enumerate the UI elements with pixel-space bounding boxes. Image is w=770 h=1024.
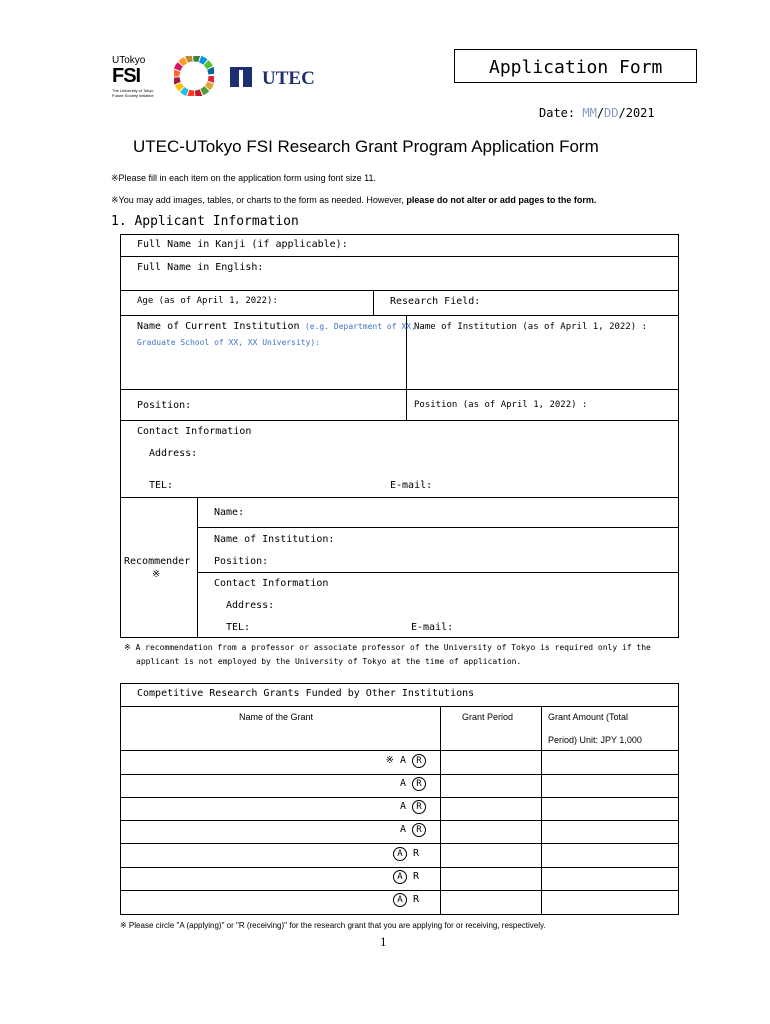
applicant-address-field[interactable]: Address: <box>149 448 198 459</box>
date-line: Date: MM/DD/2021 <box>539 106 655 120</box>
recommender-name-field[interactable]: Name: <box>214 507 245 518</box>
grant-option-receiving[interactable]: R <box>413 848 420 859</box>
utec-logo-mark-icon <box>230 67 256 89</box>
utokyo-fsi-logo <box>112 55 162 101</box>
grants-col-amount-2: Period) Unit: JPY 1,000 <box>548 735 642 745</box>
grant-row-2-status[interactable] <box>400 777 426 791</box>
grant-option-receiving-circled[interactable]: R <box>412 800 426 814</box>
recommender-footnote-1: ※ A recommendation from a professor or associate professor of the University of Tokyo is required only if the <box>124 643 651 652</box>
current-institution-example-1: (e.g. Department of XX, <box>304 322 416 331</box>
date-label: Date: <box>539 106 576 120</box>
form-title-box <box>454 49 697 83</box>
grants-heading: Competitive Research Grants Funded by Other Institutions <box>137 688 475 699</box>
grant-option-receiving[interactable]: R <box>413 871 420 882</box>
kanji-name-field[interactable]: Full Name in Kanji (if applicable): <box>137 239 348 250</box>
current-institution-label: Name of Current Institution <box>137 321 300 332</box>
logo-fsi-text: FSI <box>112 65 141 87</box>
grants-col-period: Grant Period <box>462 712 514 722</box>
date-month[interactable]: MM <box>582 106 597 120</box>
recommender-tel-field[interactable]: TEL: <box>226 622 251 633</box>
date-day[interactable]: DD <box>604 106 619 120</box>
note-additions-text: ※You may add images, tables, or charts to the form as needed. However, <box>111 195 407 205</box>
grants-col-name: Name of the Grant <box>239 712 314 722</box>
grant-option-applying[interactable]: A <box>399 778 406 789</box>
page-title: UTEC-UTokyo FSI Research Grant Program Application Form <box>133 137 599 156</box>
utec-logo-text: UTEC <box>262 68 315 89</box>
current-institution-example-2: Graduate School of XX, XX University): <box>137 338 321 347</box>
grant-option-receiving-circled[interactable]: R <box>412 754 426 768</box>
form-title-box-label: Application Form <box>489 57 663 78</box>
logo-fsi-subtext: The University of Tokyo Future Society Initiative <box>112 88 154 98</box>
recommender-institution-field[interactable]: Name of Institution: <box>214 534 335 545</box>
grant-row-7-status[interactable] <box>393 893 419 907</box>
note-additions <box>111 195 596 206</box>
recommender-email-field[interactable]: E-mail: <box>411 622 454 633</box>
recommender-contact-label: Contact Information <box>214 578 329 589</box>
grants-footnote: ※ Please circle "A (applying)" or "R (receiving)" for the research grant that you are applying for or receiving, respectively. <box>120 921 546 930</box>
logo-utokyo-text: UTokyo <box>112 55 146 66</box>
grant-option-applying-circled[interactable]: A <box>393 847 407 861</box>
applicant-contact-label: Contact Information <box>137 426 252 437</box>
grant-option-applying[interactable]: A <box>399 824 406 835</box>
recommender-label: Recommender <box>124 556 191 567</box>
recommender-address-field[interactable]: Address: <box>226 600 275 611</box>
grant-row-5-status[interactable] <box>393 847 419 861</box>
grants-col-amount-1: Grant Amount (Total <box>548 712 629 722</box>
grant-row-3-status[interactable] <box>400 800 426 814</box>
recommender-position-field[interactable]: Position: <box>214 556 269 567</box>
grant-option-applying-circled[interactable]: A <box>393 893 407 907</box>
grant-row-prefix: ※ <box>385 755 400 766</box>
grant-option-receiving[interactable]: R <box>413 894 420 905</box>
grant-row-6-status[interactable] <box>393 870 419 884</box>
age-field[interactable]: Age (as of April 1, 2022): <box>137 296 278 306</box>
grant-option-applying-circled[interactable]: A <box>393 870 407 884</box>
institution-april-field[interactable]: Name of Institution (as of April 1, 2022) : <box>414 322 647 332</box>
english-name-field[interactable]: Full Name in English: <box>137 262 264 273</box>
recommender-footnote-2: applicant is not employed by the University of Tokyo at the time of application. <box>136 657 522 666</box>
note-font-size: ※Please fill in each item on the application form using font size 11. <box>111 173 377 183</box>
grant-option-applying[interactable]: A <box>399 801 406 812</box>
section1-heading: 1. Applicant Information <box>111 214 299 229</box>
recommender-mark: ※ <box>152 569 161 580</box>
grant-option-applying[interactable]: A <box>399 755 406 766</box>
research-field-field[interactable]: Research Field: <box>390 296 481 307</box>
grant-option-receiving-circled[interactable]: R <box>412 823 426 837</box>
grant-row-4-status[interactable] <box>400 823 426 837</box>
page-number: 1 <box>380 934 387 949</box>
note-additions-bold: please do not alter or add pages to the form. <box>406 195 597 205</box>
position-april-field[interactable]: Position (as of April 1, 2022) : <box>414 400 588 410</box>
applicant-email-field[interactable]: E-mail: <box>390 480 433 491</box>
applicant-tel-field[interactable]: TEL: <box>149 480 174 491</box>
sdg-wheel-icon <box>174 56 214 96</box>
grant-option-receiving-circled[interactable]: R <box>412 777 426 791</box>
current-institution-field[interactable] <box>137 319 416 351</box>
grant-row-1-status[interactable] <box>386 754 426 768</box>
position-field[interactable]: Position: <box>137 400 192 411</box>
date-year[interactable]: 2021 <box>625 106 655 120</box>
